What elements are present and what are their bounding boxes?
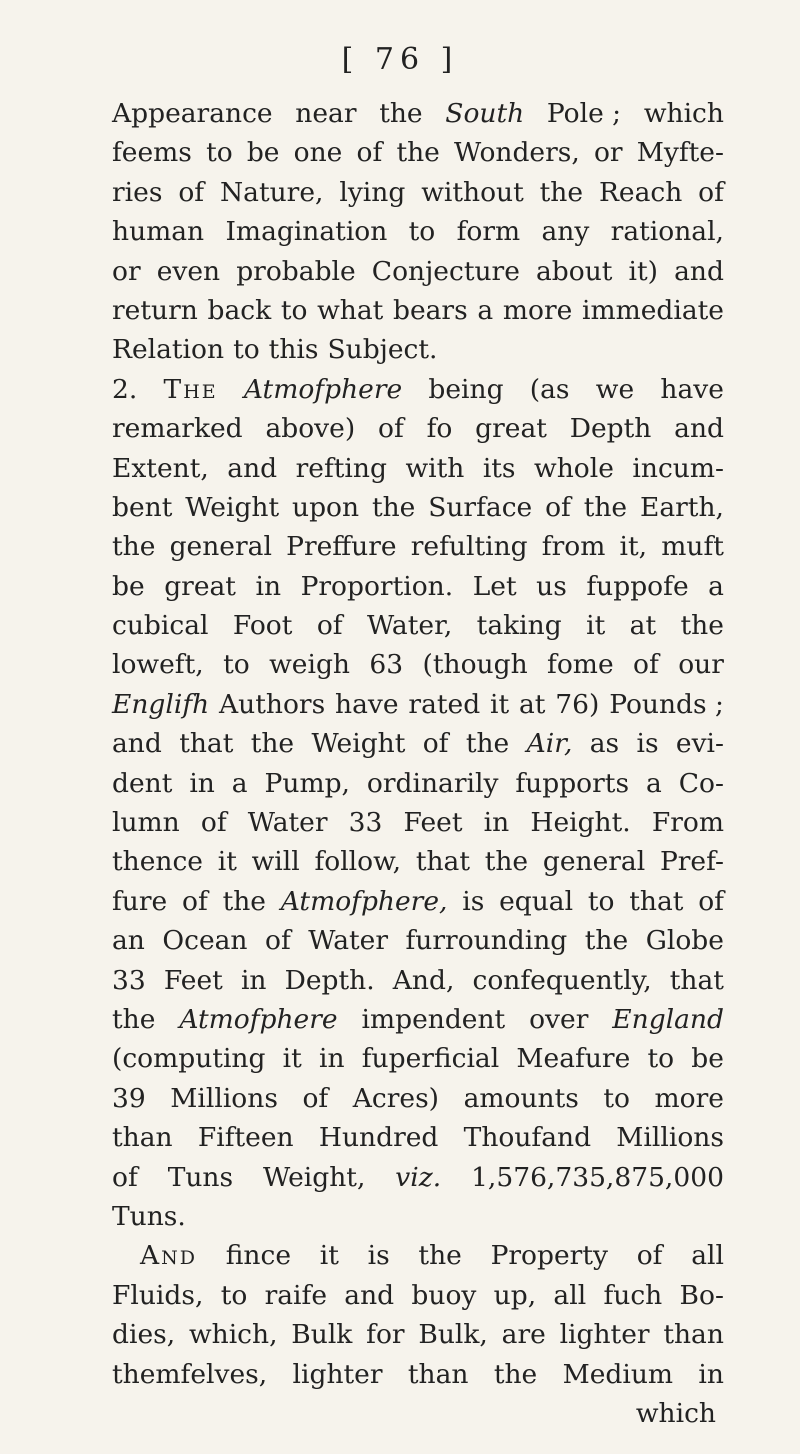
word: the [379,98,423,129]
word: the [371,491,416,523]
word: Appearance [112,98,273,129]
word: to [647,1043,675,1075]
word: dent [112,767,173,799]
word: return [112,294,198,326]
page-number: [ 76 ] [341,42,459,77]
text-line [112,921,724,960]
word: fupports [515,767,630,799]
word: fome [547,649,614,681]
word: in [189,767,215,799]
word: which [635,1397,716,1429]
word: and [112,728,162,760]
word: fo [426,413,453,445]
word: Pump, [264,767,350,799]
word: of [378,413,404,445]
word: Water, [367,610,453,642]
word: Millions [616,1122,724,1154]
word: to [220,1279,248,1311]
word: to [408,216,436,248]
word: And, [392,964,455,996]
word: that [415,846,470,878]
word: than [407,1358,469,1390]
word: that [629,885,684,917]
word: Millions [170,1082,278,1114]
word: near [295,98,357,129]
word: The [163,373,218,405]
word: of [182,885,208,917]
word: be [112,570,145,602]
word: or [593,137,623,169]
text-line [112,1236,724,1275]
word: it, [619,531,648,563]
word: Foot [232,610,293,642]
word: weigh [269,649,350,681]
body-text [112,94,724,1433]
word: to [603,1082,630,1114]
word: Bulk, [418,1319,488,1351]
word: fuperficial [361,1043,500,1075]
word: have [660,373,724,405]
word: of [636,1240,663,1272]
word: follow, [314,846,402,878]
word: 33 [348,807,383,839]
word: upon [292,491,360,523]
word: furrounding [405,925,568,957]
word: than [112,1122,173,1154]
word: will [251,846,300,878]
word: about [536,255,613,287]
word: confequently, [472,964,652,996]
word: refulting [410,531,528,563]
word: that [179,728,234,760]
word: From [651,807,724,839]
word: Height. [530,807,631,839]
word: ordinarily [366,767,499,799]
word: the [680,610,724,642]
word: Fluids, [112,1279,204,1311]
word: of [422,728,449,760]
word: fince [225,1240,292,1272]
word: Relation [112,334,225,366]
word: Wonders, [454,137,580,169]
word: in [698,1358,724,1390]
text-line [112,1197,724,1236]
word: amounts [463,1082,579,1114]
word: rated [408,688,481,720]
word: have [335,688,399,720]
word: raife [264,1279,328,1311]
word: Conjecture [371,255,520,287]
word: of [633,649,659,681]
word: is [636,728,659,760]
word: general [169,531,272,563]
word: general [542,846,646,878]
text-line [112,842,724,881]
word: themfelves, [112,1358,268,1390]
word: from [541,531,606,563]
word: we [595,373,635,405]
word: even [156,255,221,287]
word: evi- [675,728,724,760]
word: ries [112,176,163,208]
word: us [536,570,567,602]
word: Surface [428,491,533,523]
word: cubical [112,610,209,642]
word: 76) [555,688,600,720]
word: a [708,570,724,602]
word: of [545,491,571,523]
text-line [112,1000,724,1039]
word: its [482,452,516,484]
word: fuch [603,1279,663,1311]
word: bent [112,491,173,523]
word: as [589,728,620,760]
word: are [501,1319,546,1351]
word: human [112,216,205,248]
word: Atmofphere [179,1003,338,1035]
word: our [678,649,724,681]
word: Tuns [167,1161,234,1193]
word: (though [422,649,528,681]
word: Bulk [291,1319,353,1351]
word: to [233,334,260,366]
word: probable [236,255,356,287]
word: thence [112,846,203,878]
word: which [643,98,724,129]
text-line [112,212,724,251]
word: fure [112,885,168,917]
word: back [207,294,272,326]
word: or [112,255,141,287]
word: whole [534,452,614,484]
word: for [366,1319,405,1351]
word: of [112,1161,138,1193]
word: a [646,767,662,799]
word: Fifteen [197,1122,294,1154]
text-line [112,803,724,842]
word: Feet [163,964,223,996]
word: Bo- [679,1279,724,1311]
word: incum- [632,452,724,484]
word: of [265,925,291,957]
word: it) [628,255,658,287]
word: remarked [112,413,243,445]
word: Atmofphere [243,373,403,405]
word: in [318,1043,345,1075]
word: Pounds ; [609,688,724,720]
word: to [206,137,233,169]
word: buoy [411,1279,477,1311]
word: which, [188,1319,278,1351]
word: to [587,885,615,917]
word: immediate [581,294,724,326]
word: lighter [559,1319,650,1351]
word: and [227,452,278,484]
word: over [529,1003,589,1035]
word: Atmofphere, [280,885,448,917]
word: in [483,807,510,839]
word: South [445,98,525,129]
text-line [112,764,724,803]
word: lighter [292,1358,383,1390]
word: an [112,925,145,957]
word: Let [472,570,517,602]
word: it [217,846,237,878]
word: Hundred [318,1122,439,1154]
word: feems [112,137,192,169]
word: of [698,176,724,208]
word: it [490,688,510,720]
word: up, [493,1279,537,1311]
word: Thoufand [463,1122,592,1154]
word: 39 [112,1082,146,1114]
word: Air, [526,728,573,760]
word: of [200,807,227,839]
word: the [583,491,628,523]
word: more [502,294,573,326]
word: Tuns. [112,1200,186,1232]
text-line [112,133,724,172]
text-line [112,1355,724,1394]
word: at [629,610,657,642]
word: in [255,570,282,602]
word: Depth. [284,964,375,996]
word: Property [490,1240,608,1272]
text-line [112,488,724,527]
word: that [669,964,724,996]
word: the [584,925,629,957]
text-line [112,291,724,330]
word: this [268,334,319,366]
word: all [691,1240,724,1272]
word: above) [265,413,356,445]
word: the [250,728,295,760]
text-line [112,882,724,921]
text-line [112,1079,724,1118]
word: (as [529,373,570,405]
text-line [112,1158,724,1197]
word: it [586,610,606,642]
word: Imagination [225,216,388,248]
word: of [698,885,724,917]
word: great [164,570,236,602]
word: the [112,531,156,563]
word: bears [392,294,468,326]
word: equal [499,885,574,917]
word: Co- [678,767,724,799]
word: the [484,846,529,878]
word: Nature, [219,176,324,208]
text-line [112,527,724,566]
word: Meafure [516,1043,631,1075]
text-line [112,685,724,724]
word: of [302,1082,329,1114]
text-line [112,1276,724,1315]
text-line [112,1315,724,1354]
word: the [493,1358,538,1390]
word: is [462,885,485,917]
word: the [465,728,510,760]
word: Water [308,925,388,957]
word: it [319,1240,339,1272]
word: the [539,176,584,208]
word: viz. [395,1161,442,1193]
word: 63 [369,649,404,681]
word: Weight, [263,1161,366,1193]
word: of [178,176,205,208]
word: Pref- [659,846,724,878]
word: it [282,1043,302,1075]
word: one [293,137,343,169]
word: and [344,1279,395,1311]
text-line [112,961,724,1000]
word: refting [295,452,387,484]
word: fuppofe [586,570,689,602]
word: be [246,137,280,169]
text-line [112,567,724,606]
word: great [475,413,547,445]
word: 33 [112,964,146,996]
word: without [421,176,524,208]
word: all [553,1279,587,1311]
word: Acres) [352,1082,440,1114]
word: at [519,688,546,720]
word: to [223,649,250,681]
word: (computing [112,1043,266,1075]
word: rational, [610,216,724,248]
word: Pole ; [546,98,622,129]
word: Globe [645,925,724,957]
text-line [112,94,724,133]
word: loweft, [112,649,204,681]
word: England [612,1003,724,1035]
word: the [396,137,440,169]
word: of [356,137,383,169]
word: lumn [112,807,180,839]
text-line [112,645,724,684]
word: more [654,1082,724,1114]
word: in [240,964,267,996]
word: the [418,1240,462,1272]
word: 1,576,735,875,000 [471,1161,724,1193]
text-line [112,252,724,291]
word: a [477,294,494,326]
word: of [316,610,343,642]
word: Subject. [327,334,438,366]
word: what [317,294,384,326]
word: being [428,373,504,405]
word: muft [661,531,724,563]
word: Myfte- [636,137,724,169]
word: Authors [219,688,326,720]
word: Proportion. [300,570,454,602]
word: dies, [112,1319,176,1351]
word: form [456,216,521,248]
word: be [691,1043,724,1075]
text-line [112,1118,724,1157]
word: the [222,885,266,917]
word: taking [476,610,562,642]
text-line [112,1394,724,1433]
word: Depth [569,413,652,445]
word: And [140,1240,197,1272]
text-line [112,606,724,645]
word: Weight [311,728,406,760]
word: Feet [403,807,463,839]
text-line [112,449,724,488]
word: Medium [562,1358,674,1390]
word: Preffure [286,531,397,563]
word: the [112,1003,156,1035]
text-line [112,1039,724,1078]
text-line [112,330,724,369]
text-line [112,173,724,212]
word: Ocean [162,925,248,957]
word: with [405,452,465,484]
word: Earth, [639,491,724,523]
word: is [367,1240,390,1272]
word: Water [247,807,328,839]
word: to [280,294,308,326]
word: a [231,767,248,799]
word: any [541,216,590,248]
word: Extent, [112,452,209,484]
word: and [674,255,724,287]
word: Weight [185,491,280,523]
text-line [112,724,724,763]
word: than [663,1319,724,1351]
word: Englifh [112,688,210,720]
word: 2. [112,373,138,405]
text-line [112,370,724,409]
word: impendent [361,1003,506,1035]
text-line [112,409,724,448]
word: and [674,413,724,445]
word: lying [339,176,406,208]
word: Reach [598,176,683,208]
